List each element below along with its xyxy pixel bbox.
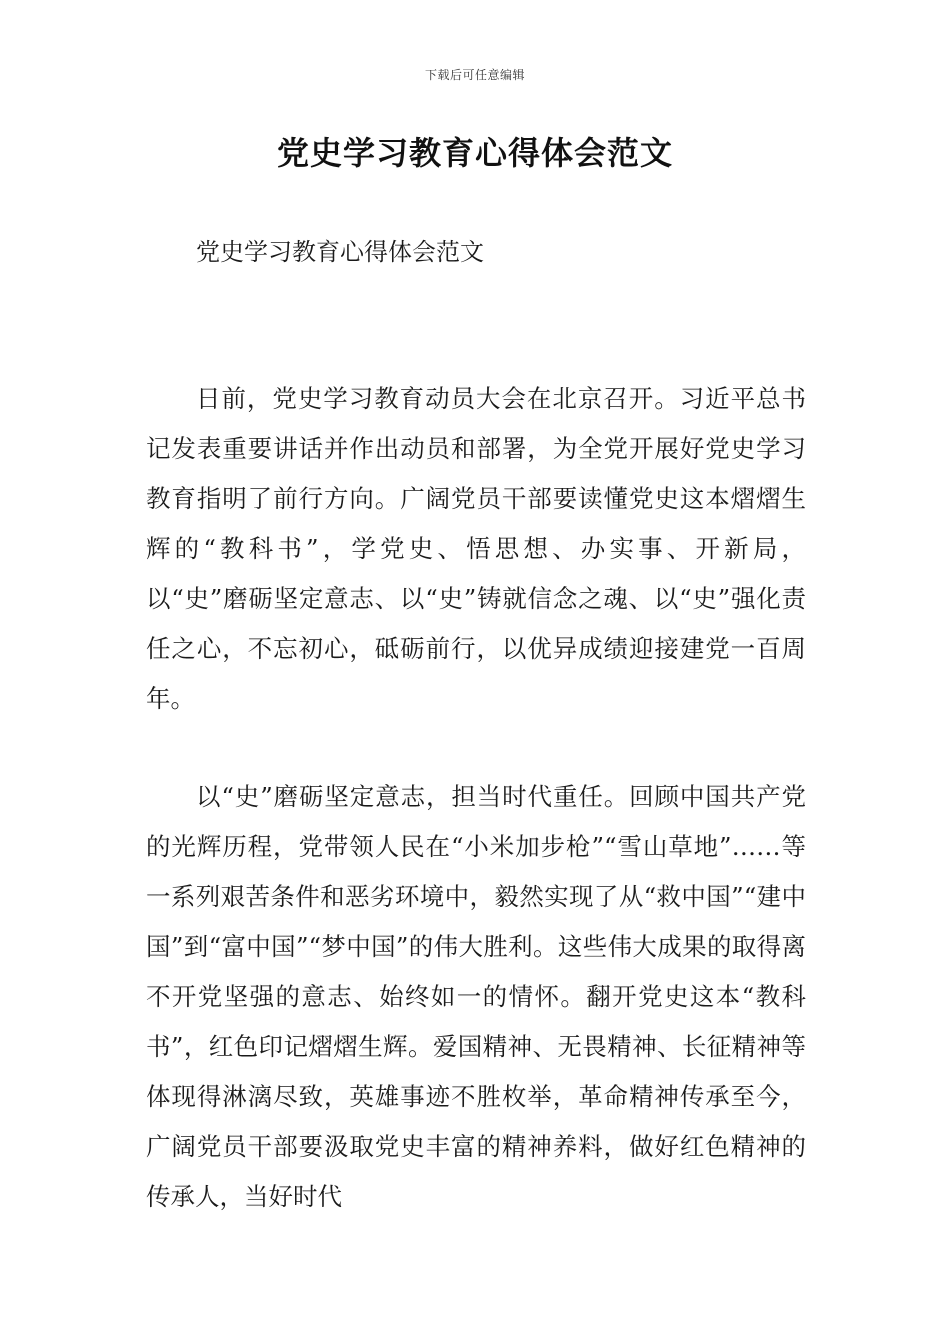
document-title: 党史学习教育心得体会范文 xyxy=(276,134,673,172)
body-paragraph-1: 日前，党史学习教育动员大会在北京召开。习近平总书记发表重要讲话并作出动员和部署，为全党开展好党史学习教育指明了前行方向。广阔党员干部要读懂党史这本熠熠生辉的“教科书”，学党史、悟思想、办实事、开新局，以“史”磨砺坚定意志、以“史”铸就信念之魂、以“史”强化责任之心，不忘初心，砥砺前行，以优异成绩迎接建党一百周年。 xyxy=(146,384,806,713)
document-subtitle: 党史学习教育心得体会范文 xyxy=(196,238,484,266)
header-note: 下载后可任意编辑 xyxy=(424,68,525,82)
body-paragraph-2: 以“史”磨砺坚定意志，担当时代重任。回顾中国共产党的光辉历程，党带领人民在“小米加步枪”“雪山草地”……等一系列艰苦条件和恶劣环境中，毅然实现了从“救中国”“建中国”到“富中国”“梦中国”的伟大胜利。这些伟大成果的取得离不开党坚强的意志、始终如一的情怀。翻开党史这本“教科书”，红色印记熠熠生辉。爱国精神、无畏精神、长征精神等体现得淋漓尽致，英雄事迹不胜枚举，革命精神传承至今，广阔党员干部要汲取党史丰富的精神养料，做好红色精神的传承人，当好时代 xyxy=(146,782,806,1211)
